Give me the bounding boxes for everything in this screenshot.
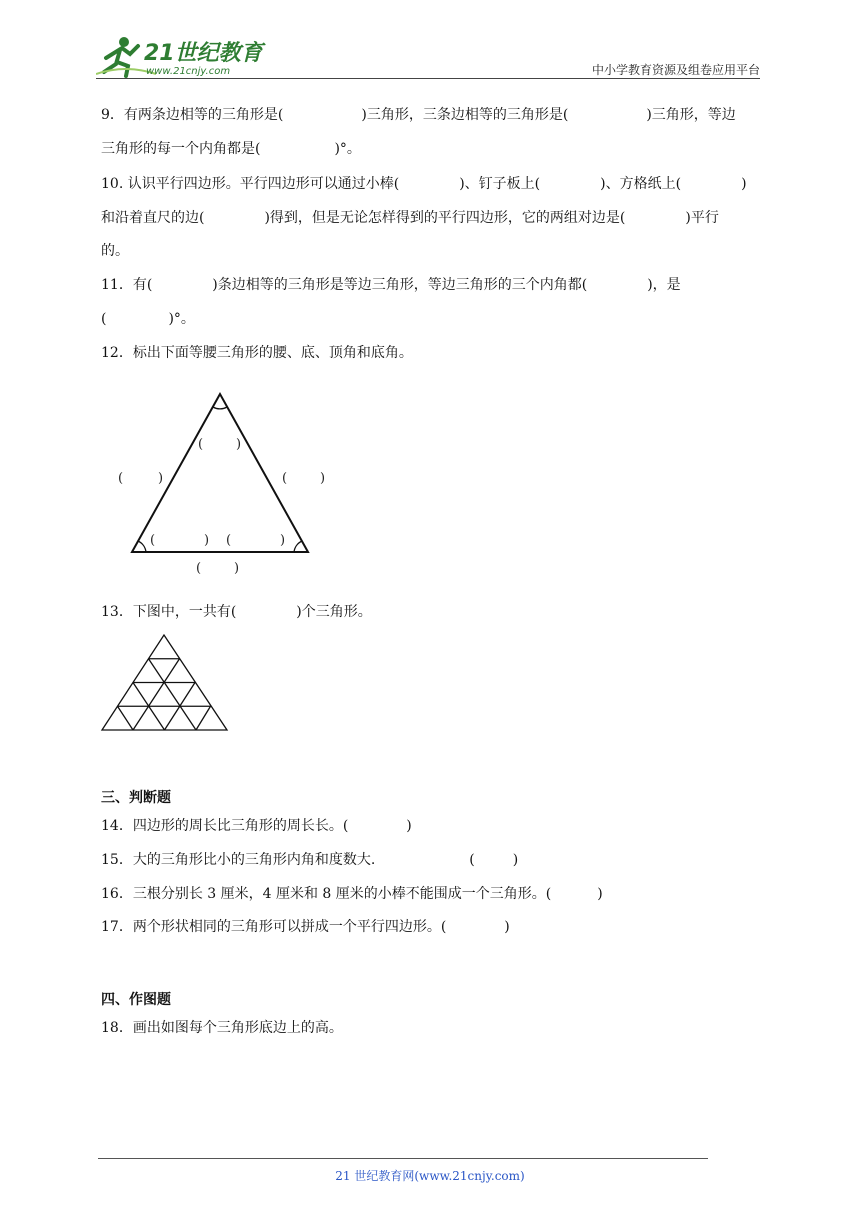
apex-angle-arc — [213, 407, 227, 409]
q17-text: 17．两个形状相同的三角形可以拼成一个平行四边形。( — [101, 919, 447, 935]
question-17 — [101, 917, 767, 937]
apex-paren-open[interactable]: ( — [198, 437, 204, 452]
left-base-angle-paren-open[interactable]: ( — [150, 533, 156, 548]
q9-text-d: 三角形的每一个内角都是( — [101, 141, 261, 157]
q11-text-e: )°。 — [168, 311, 195, 327]
question-13 — [101, 602, 767, 622]
logo-url: www.21cnjy.com — [146, 66, 231, 77]
q15-close: ) — [512, 852, 519, 868]
question-12: 12．标出下面等腰三角形的腰、底、顶角和底角。 — [101, 345, 413, 361]
apex-paren-close[interactable]: ) — [236, 437, 242, 452]
q9-text-a: 9．有两条边相等的三角形是( — [101, 107, 284, 123]
q11-text-c: )，是 — [647, 277, 681, 293]
triangle-grid — [102, 635, 227, 730]
isosceles-triangle-figure — [100, 380, 340, 580]
section-4-title: 四、作图题 — [101, 992, 171, 1008]
question-9-line-2 — [101, 139, 767, 159]
platform-name: 中小学教育资源及组卷应用平台 — [591, 63, 760, 77]
q10-text-f: )得到，但是无论怎样得到的平行四边形，它的两组对边是( — [264, 210, 626, 226]
q15-text: 15．大的三角形比小的三角形内角和度数大. — [101, 852, 376, 868]
right-leg-paren-open[interactable]: ( — [282, 471, 288, 486]
q11-text-a: 11．有( — [101, 277, 153, 293]
q11-text-d: ( — [101, 311, 107, 327]
question-11-line-1 — [101, 275, 767, 295]
left-leg-paren-close[interactable]: ) — [158, 471, 164, 486]
question-10-line-3: 的。 — [101, 243, 129, 259]
q14-text: 14．四边形的周长比三角形的周长长。( — [101, 818, 349, 834]
q10-text-e: 和沿着直尺的边( — [101, 210, 205, 226]
q17-close: ) — [504, 919, 510, 935]
question-11-line-2 — [101, 309, 767, 329]
q14-close: ) — [406, 818, 412, 834]
footer-link[interactable]: 21 世纪教育网(www.21cnjy.com) — [335, 1169, 525, 1183]
q13-text-a: 13．下图中，一共有( — [101, 604, 237, 620]
base-paren-close[interactable]: ) — [234, 561, 240, 576]
question-9-line-1 — [101, 105, 767, 125]
q15-open: ( — [469, 852, 475, 868]
header-divider — [96, 78, 760, 79]
question-14 — [101, 816, 767, 836]
logo-text: 21世纪教育 — [144, 41, 263, 66]
q11-text-b: )条边相等的三角形是等边三角形，等边三角形的三个内角都( — [212, 277, 588, 293]
q10-text-d: ) — [741, 176, 747, 192]
left-base-angle-arc — [138, 541, 146, 552]
right-base-angle-arc — [294, 541, 302, 552]
right-base-angle-paren-open[interactable]: ( — [226, 533, 232, 548]
q10-text-c: )、方格纸上( — [600, 176, 682, 192]
base-paren-open[interactable]: ( — [196, 561, 202, 576]
q10-text-b: )、钉子板上( — [459, 176, 541, 192]
left-leg-paren-open[interactable]: ( — [118, 471, 124, 486]
q13-text-b: )个三角形。 — [296, 604, 372, 620]
left-base-angle-paren-close[interactable]: ) — [204, 533, 210, 548]
q16-close: ) — [597, 886, 603, 902]
q9-text-b: )三角形，三条边相等的三角形是( — [361, 107, 569, 123]
q10-text-a: 10. 认识平行四边形。平行四边形可以通过小棒( — [101, 176, 400, 192]
q9-text-c: )三角形，等边 — [646, 107, 736, 123]
footer-divider — [98, 1158, 708, 1159]
right-base-angle-paren-close[interactable]: ) — [280, 533, 286, 548]
question-10-line-1 — [101, 174, 767, 194]
site-logo — [96, 34, 266, 78]
q9-text-e: )°。 — [334, 141, 361, 157]
question-16 — [101, 884, 767, 904]
question-15 — [101, 850, 767, 870]
right-leg-paren-close[interactable]: ) — [320, 471, 326, 486]
question-10-line-2 — [101, 208, 767, 228]
q16-text: 16．三根分别长 3 厘米，4 厘米和 8 厘米的小棒不能围成一个三角形。( — [101, 886, 552, 902]
question-18: 18．画出如图每个三角形底边上的高。 — [101, 1020, 343, 1036]
section-3-title: 三、判断题 — [101, 790, 171, 806]
triangle-grid-figure — [100, 632, 232, 734]
q10-text-g: )平行 — [685, 210, 719, 226]
